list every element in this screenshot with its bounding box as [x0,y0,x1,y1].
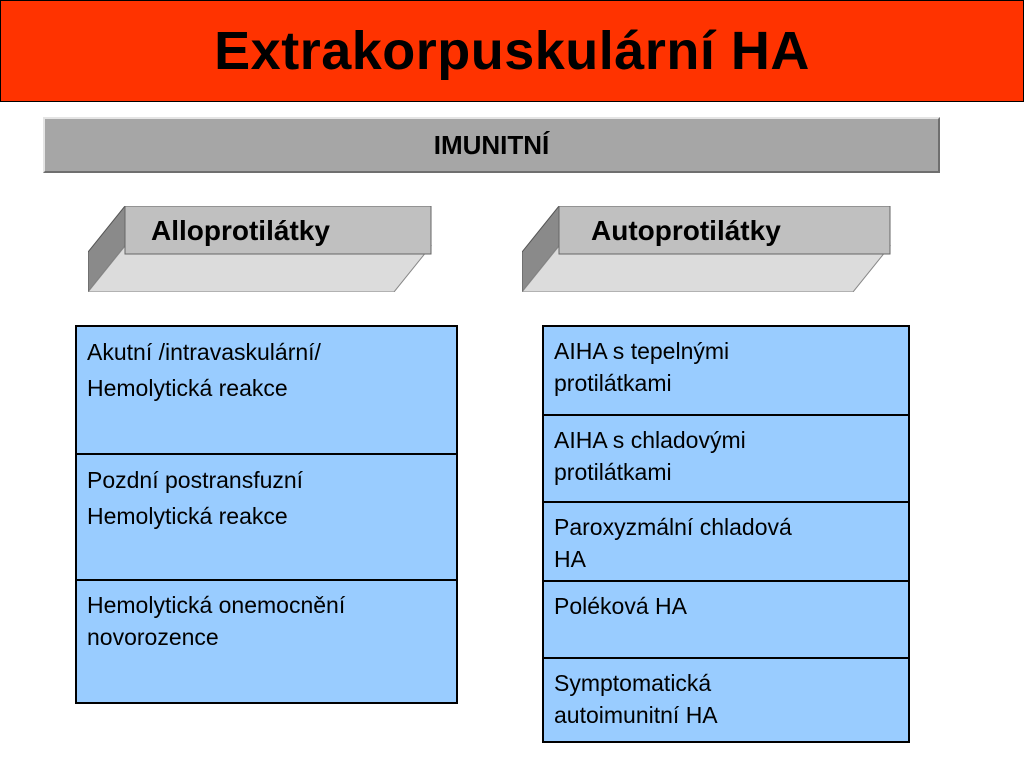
title-bar [0,0,1024,102]
row-text: Hemolytická reakce [87,374,288,401]
row-text: protilátkami [554,459,672,486]
table-row [77,327,456,453]
allo-table [75,325,458,704]
page-title: Extrakorpuskulární HA [214,21,810,81]
section-header-label: IMUNITNÍ [433,129,550,160]
category-label-allo: Alloprotilátky [151,215,330,246]
row-text: HA [554,546,586,573]
row-text: Symptomatická [554,670,712,696]
row-text: Paroxyzmální chladová [554,514,792,540]
section-header [43,117,940,173]
category-box-auto [522,206,892,292]
row-text: Poléková HA [554,593,687,619]
row-text: novorozence [87,624,219,651]
row-text: autoimunitní HA [554,702,718,729]
row-text: Hemolytická reakce [87,502,288,529]
table-row [544,582,908,657]
row-text: Hemolytická onemocnění [87,592,346,618]
table-row [544,327,908,414]
row-text: protilátkami [554,370,672,397]
auto-table [542,325,910,743]
row-text: Akutní /intravaskulární/ [87,339,321,365]
category-box-allo [88,206,433,292]
row-text: Pozdní postransfuzní [87,467,304,493]
row-text: AIHA s chladovými [554,427,746,453]
table-row [544,503,908,580]
table-row [544,416,908,501]
category-label-auto: Autoprotilátky [591,215,781,246]
table-row [77,581,456,702]
table-row [544,659,908,741]
row-text: AIHA s tepelnými [554,338,730,364]
table-row [77,455,456,579]
